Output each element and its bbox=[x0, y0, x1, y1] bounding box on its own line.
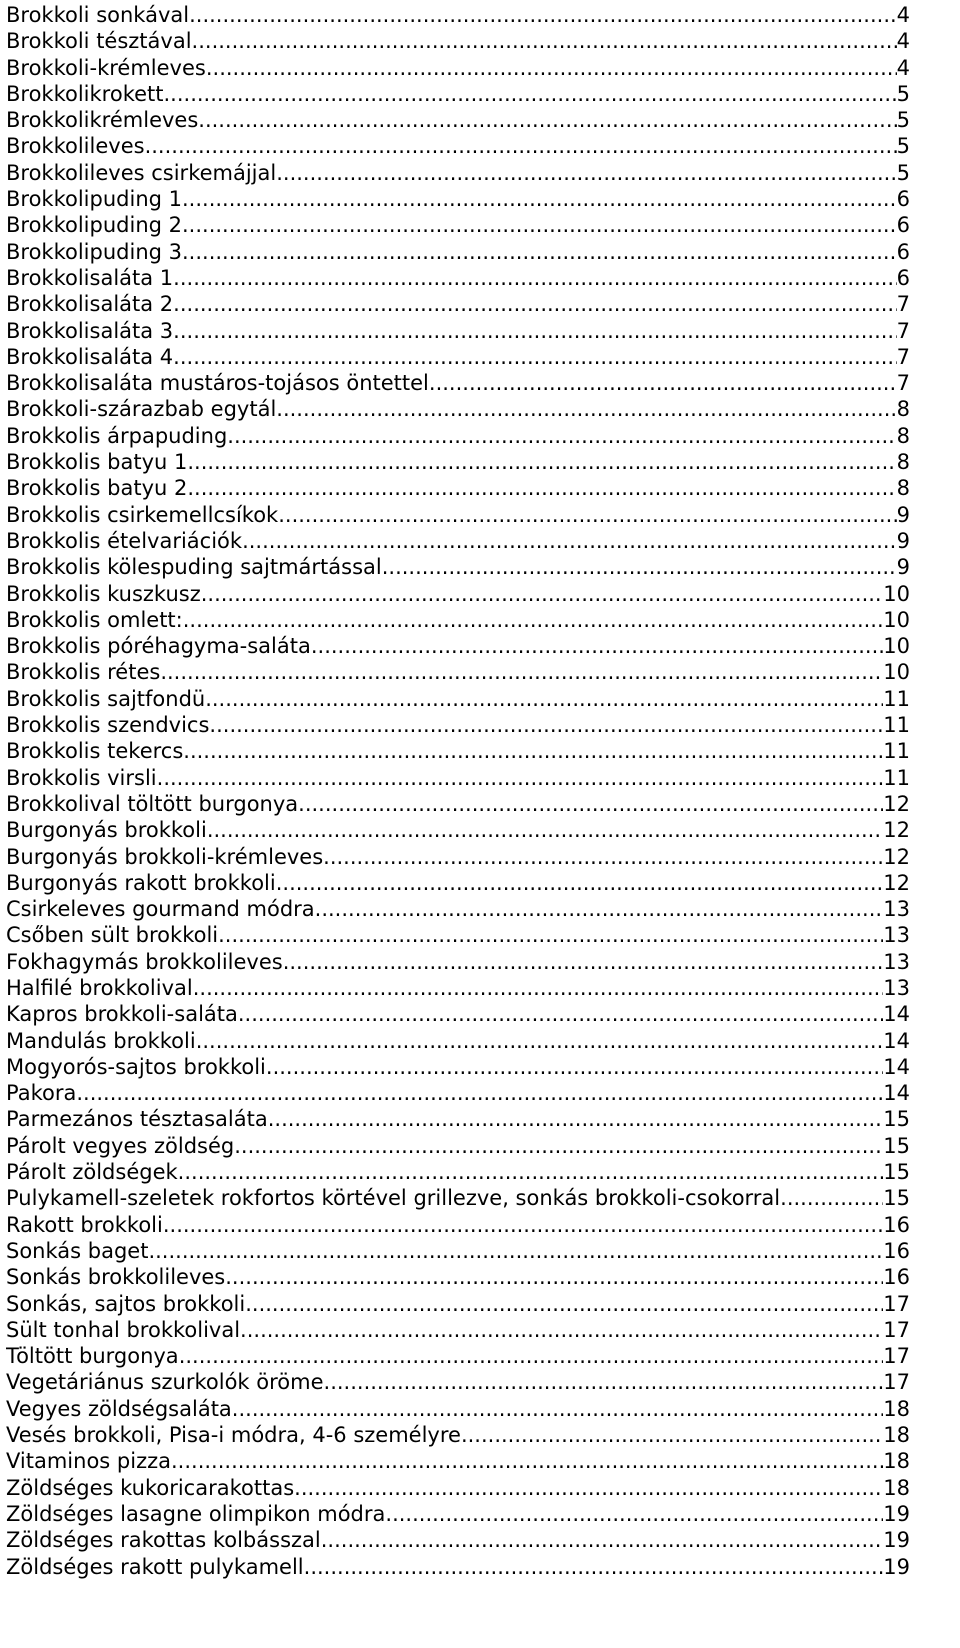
toc-dot-leader bbox=[76, 1080, 883, 1106]
toc-dot-leader bbox=[207, 817, 883, 843]
toc-entry[interactable] bbox=[6, 1133, 910, 1159]
toc-dot-leader bbox=[179, 1343, 884, 1369]
toc-entry-title: Zöldséges rakott pulykamell bbox=[6, 1554, 304, 1579]
toc-entry-title: Burgonyás brokkoli bbox=[6, 818, 207, 843]
toc-entry[interactable] bbox=[6, 212, 910, 238]
toc-entry-title: Zöldséges rakottas kolbásszal bbox=[6, 1528, 321, 1553]
toc-entry-page-number: 11 bbox=[883, 713, 910, 738]
toc-dot-leader bbox=[173, 291, 896, 317]
toc-entry-page-number: 14 bbox=[883, 1002, 910, 1027]
toc-dot-leader bbox=[298, 791, 883, 817]
toc-entry-title: Burgonyás brokkoli-krémleves bbox=[6, 844, 324, 869]
toc-entry[interactable] bbox=[6, 686, 910, 712]
toc-entry[interactable] bbox=[6, 133, 910, 159]
toc-entry-page-number: 10 bbox=[883, 581, 910, 606]
toc-entry-page-number: 8 bbox=[896, 450, 910, 475]
toc-dot-leader bbox=[780, 1185, 883, 1211]
toc-entry[interactable] bbox=[6, 2, 910, 28]
toc-entry-title: Sült tonhal brokkolival bbox=[6, 1317, 241, 1342]
toc-entry[interactable] bbox=[6, 1501, 910, 1527]
toc-entry-page-number: 13 bbox=[883, 897, 910, 922]
toc-entry-page-number: 12 bbox=[883, 818, 910, 843]
toc-dot-leader bbox=[206, 55, 897, 81]
toc-entry-title: Brokkoli-szárazbab egytál bbox=[6, 397, 277, 422]
toc-dot-leader bbox=[145, 133, 897, 159]
toc-dot-leader bbox=[461, 1422, 883, 1448]
toc-entry-title: Vitaminos pizza bbox=[6, 1449, 171, 1474]
toc-dot-leader bbox=[164, 81, 897, 107]
toc-dot-leader bbox=[323, 844, 883, 870]
toc-dot-leader bbox=[183, 738, 883, 764]
toc-entry[interactable] bbox=[6, 712, 910, 738]
toc-entry-page-number: 13 bbox=[883, 975, 910, 1000]
toc-entry-title: Brokkolis virsli bbox=[6, 765, 157, 790]
toc-entry-page-number: 11 bbox=[883, 765, 910, 790]
toc-entry-title: Fokhagymás brokkolileves bbox=[6, 949, 283, 974]
toc-entry[interactable] bbox=[6, 1159, 910, 1185]
toc-entry-page-number: 19 bbox=[883, 1528, 910, 1553]
toc-dot-leader bbox=[189, 2, 897, 28]
toc-entry[interactable] bbox=[6, 1238, 910, 1264]
toc-dot-leader bbox=[268, 1106, 884, 1132]
toc-entry-page-number: 18 bbox=[883, 1396, 910, 1421]
toc-entry[interactable] bbox=[6, 291, 910, 317]
toc-entry-page-number: 12 bbox=[883, 791, 910, 816]
toc-entry-page-number: 4 bbox=[896, 3, 910, 27]
toc-entry-page-number: 14 bbox=[883, 1081, 910, 1106]
toc-entry-title: Brokkolisaláta 1 bbox=[6, 265, 174, 290]
toc-entry[interactable] bbox=[6, 1448, 910, 1474]
toc-entry-page-number: 6 bbox=[896, 239, 910, 264]
toc-entry-title: Brokkolileves csirkemájjal bbox=[6, 160, 277, 185]
toc-entry[interactable] bbox=[6, 186, 910, 212]
toc-entry[interactable] bbox=[6, 896, 910, 922]
toc-entry-page-number: 5 bbox=[896, 81, 910, 106]
toc-entry-page-number: 19 bbox=[883, 1501, 910, 1526]
toc-dot-leader bbox=[182, 239, 897, 265]
toc-dot-leader bbox=[148, 1238, 883, 1264]
toc-entry-page-number: 12 bbox=[883, 870, 910, 895]
toc-entry[interactable] bbox=[6, 1317, 910, 1343]
toc-entry[interactable] bbox=[6, 659, 910, 685]
toc-dot-leader bbox=[240, 1317, 883, 1343]
toc-entry-title: Brokkolisaláta 2 bbox=[6, 292, 174, 317]
toc-dot-leader bbox=[283, 949, 884, 975]
toc-dot-leader bbox=[173, 344, 896, 370]
toc-entry-title: Pulykamell-szeletek rokfortos körtével grillezve, sonkás brokkoli-csokorral bbox=[6, 1186, 781, 1211]
toc-dot-leader bbox=[178, 1159, 884, 1185]
toc-dot-leader bbox=[276, 870, 884, 896]
toc-entry-title: Brokkolis rétes bbox=[6, 660, 161, 685]
toc-dot-leader bbox=[232, 1396, 883, 1422]
toc-entry[interactable] bbox=[6, 1106, 910, 1132]
toc-entry-title: Párolt vegyes zöldség bbox=[6, 1133, 235, 1158]
toc-entry[interactable] bbox=[6, 423, 910, 449]
toc-dot-leader bbox=[173, 265, 896, 291]
toc-entry-title: Brokkolis csirkemellcsíkok bbox=[6, 502, 279, 527]
toc-entry-title: Brokkolis tekercs bbox=[6, 739, 184, 764]
toc-entry-page-number: 11 bbox=[883, 686, 910, 711]
toc-entry[interactable] bbox=[6, 738, 910, 764]
toc-entry-page-number: 10 bbox=[883, 634, 910, 659]
toc-entry-title: Mogyorós-sajtos brokkoli bbox=[6, 1054, 266, 1079]
toc-entry-title: Brokkolis batyu 2 bbox=[6, 476, 188, 501]
toc-entry-title: Vesés brokkoli, Pisa-i módra, 4-6 személyre bbox=[6, 1423, 461, 1448]
toc-entry[interactable] bbox=[6, 1554, 910, 1580]
toc-entry-page-number: 6 bbox=[896, 213, 910, 238]
toc-entry-title: Brokkolikrokett bbox=[6, 81, 164, 106]
toc-entry-title: Zöldséges kukoricarakottas bbox=[6, 1475, 295, 1500]
toc-dot-leader bbox=[238, 1001, 883, 1027]
toc-entry-title: Brokkolisaláta 3 bbox=[6, 318, 174, 343]
toc-entry-page-number: 10 bbox=[883, 660, 910, 685]
toc-entry-title: Töltött burgonya bbox=[6, 1344, 179, 1369]
toc-entry-title: Sonkás, sajtos brokkoli bbox=[6, 1291, 246, 1316]
toc-entry-page-number: 7 bbox=[896, 292, 910, 317]
toc-dot-leader bbox=[266, 1054, 883, 1080]
toc-entry-page-number: 17 bbox=[883, 1344, 910, 1369]
toc-entry-page-number: 8 bbox=[896, 423, 910, 448]
toc-entry-page-number: 18 bbox=[883, 1475, 910, 1500]
toc-dot-leader bbox=[182, 186, 897, 212]
toc-entry[interactable] bbox=[6, 1527, 910, 1553]
toc-entry-page-number: 18 bbox=[883, 1449, 910, 1474]
toc-entry-title: Brokkolis sajtfondü bbox=[6, 686, 206, 711]
toc-dot-leader bbox=[227, 423, 896, 449]
toc-entry[interactable] bbox=[6, 1028, 910, 1054]
toc-entry-page-number: 7 bbox=[896, 371, 910, 396]
toc-entry-page-number: 13 bbox=[883, 949, 910, 974]
toc-entry-page-number: 16 bbox=[883, 1212, 910, 1237]
toc-entry-page-number: 9 bbox=[896, 502, 910, 527]
toc-dot-leader bbox=[163, 1212, 883, 1238]
toc-entry-page-number: 5 bbox=[896, 108, 910, 133]
toc-entry-title: Brokkolis ételvariációk bbox=[6, 528, 243, 553]
toc-entry-page-number: 14 bbox=[883, 1028, 910, 1053]
toc-entry-title: Mandulás brokkoli bbox=[6, 1028, 196, 1053]
toc-entry-page-number: 17 bbox=[883, 1291, 910, 1316]
toc-entry-page-number: 11 bbox=[883, 739, 910, 764]
toc-entry-title: Brokkolis póréhagyma-saláta bbox=[6, 634, 311, 659]
toc-entry-page-number: 7 bbox=[896, 344, 910, 369]
toc-entry-page-number: 16 bbox=[883, 1238, 910, 1263]
toc-entry-title: Kapros brokkoli-saláta bbox=[6, 1002, 238, 1027]
toc-entry-title: Rakott brokkoli bbox=[6, 1212, 163, 1237]
toc-entry-page-number: 8 bbox=[896, 476, 910, 501]
toc-entry-title: Sonkás brokkolileves bbox=[6, 1265, 226, 1290]
toc-entry-page-number: 17 bbox=[883, 1317, 910, 1342]
toc-entry-title: Brokkolis omlett: bbox=[6, 607, 183, 632]
toc-entry-title: Zöldséges lasagne olimpikon módra bbox=[6, 1501, 386, 1526]
toc-entry-title: Brokkoli sonkával bbox=[6, 3, 190, 27]
toc-entry[interactable] bbox=[6, 475, 910, 501]
toc-entry-title: Brokkolipuding 1 bbox=[6, 187, 182, 212]
toc-entry[interactable] bbox=[6, 975, 910, 1001]
toc-entry[interactable] bbox=[6, 1396, 910, 1422]
toc-entry[interactable] bbox=[6, 1080, 910, 1106]
toc-entry[interactable] bbox=[6, 449, 910, 475]
toc-entry-title: Brokkoli tésztával bbox=[6, 29, 192, 54]
toc-entry-page-number: 5 bbox=[896, 160, 910, 185]
toc-entry-title: Brokkolis kölespuding sajtmártással bbox=[6, 555, 382, 580]
toc-dot-leader bbox=[234, 1133, 883, 1159]
toc-dot-leader bbox=[182, 212, 897, 238]
toc-dot-leader bbox=[218, 922, 883, 948]
toc-entry[interactable] bbox=[6, 528, 910, 554]
toc-entry-title: Pakora bbox=[6, 1081, 77, 1106]
toc-dot-leader bbox=[324, 1369, 884, 1395]
toc-dot-leader bbox=[242, 528, 897, 554]
toc-entry-page-number: 15 bbox=[883, 1186, 910, 1211]
toc-entry-title: Halfilé brokkolival bbox=[6, 975, 193, 1000]
toc-entry[interactable] bbox=[6, 239, 910, 265]
toc-entry-page-number: 15 bbox=[883, 1160, 910, 1185]
toc-dot-leader bbox=[196, 1028, 884, 1054]
toc-entry-title: Brokkolileves bbox=[6, 134, 145, 159]
toc-dot-leader bbox=[201, 581, 884, 607]
toc-entry-page-number: 6 bbox=[896, 187, 910, 212]
toc-entry[interactable] bbox=[6, 607, 910, 633]
toc-entry[interactable] bbox=[6, 765, 910, 791]
toc-dot-leader bbox=[385, 1501, 883, 1527]
toc-dot-leader bbox=[173, 318, 896, 344]
toc-entry-page-number: 13 bbox=[883, 923, 910, 948]
toc-entry-title: Brokkolikrémleves bbox=[6, 108, 199, 133]
toc-entry[interactable] bbox=[6, 949, 910, 975]
toc-entry[interactable] bbox=[6, 55, 910, 81]
table-of-contents bbox=[6, 2, 910, 1580]
toc-entry[interactable] bbox=[6, 1054, 910, 1080]
toc-entry-page-number: 12 bbox=[883, 844, 910, 869]
toc-entry[interactable] bbox=[6, 107, 910, 133]
toc-entry[interactable] bbox=[6, 1475, 910, 1501]
toc-entry-page-number: 14 bbox=[883, 1054, 910, 1079]
toc-entry[interactable] bbox=[6, 817, 910, 843]
toc-entry-page-number: 10 bbox=[883, 607, 910, 632]
toc-entry-title: Brokkolis batyu 1 bbox=[6, 450, 188, 475]
toc-entry[interactable] bbox=[6, 344, 910, 370]
toc-entry[interactable] bbox=[6, 1212, 910, 1238]
toc-entry[interactable] bbox=[6, 28, 910, 54]
toc-entry-title: Brokkolisaláta 4 bbox=[6, 344, 174, 369]
toc-dot-leader bbox=[187, 449, 896, 475]
toc-entry[interactable] bbox=[6, 1369, 910, 1395]
toc-entry[interactable] bbox=[6, 370, 910, 396]
toc-entry-title: Brokkolis árpapuding bbox=[6, 423, 228, 448]
toc-entry-title: Brokkolis kuszkusz bbox=[6, 581, 201, 606]
toc-dot-leader bbox=[304, 1554, 884, 1580]
toc-entry[interactable] bbox=[6, 633, 910, 659]
toc-entry[interactable] bbox=[6, 1185, 910, 1211]
toc-dot-leader bbox=[160, 659, 883, 685]
toc-entry-page-number: 8 bbox=[896, 397, 910, 422]
toc-dot-leader bbox=[192, 28, 897, 54]
toc-entry-page-number: 4 bbox=[896, 29, 910, 54]
toc-entry-page-number: 4 bbox=[896, 55, 910, 80]
toc-dot-leader bbox=[198, 107, 896, 133]
toc-dot-leader bbox=[276, 160, 896, 186]
toc-entry-page-number: 16 bbox=[883, 1265, 910, 1290]
toc-dot-leader bbox=[171, 1448, 883, 1474]
toc-entry-page-number: 7 bbox=[896, 318, 910, 343]
toc-entry-page-number: 5 bbox=[896, 134, 910, 159]
toc-dot-leader bbox=[278, 502, 896, 528]
toc-entry[interactable] bbox=[6, 1343, 910, 1369]
toc-entry-title: Brokkolipuding 2 bbox=[6, 213, 182, 238]
toc-entry-title: Csirkeleves gourmand módra bbox=[6, 897, 315, 922]
toc-entry[interactable] bbox=[6, 1264, 910, 1290]
toc-entry[interactable] bbox=[6, 922, 910, 948]
toc-entry-title: Vegetáriánus szurkolók öröme bbox=[6, 1370, 324, 1395]
toc-entry-title: Brokkolis szendvics bbox=[6, 713, 210, 738]
toc-entry-page-number: 6 bbox=[896, 265, 910, 290]
toc-entry[interactable] bbox=[6, 1291, 910, 1317]
toc-entry-page-number: 15 bbox=[883, 1133, 910, 1158]
toc-dot-leader bbox=[187, 475, 896, 501]
toc-dot-leader bbox=[157, 765, 884, 791]
toc-entry[interactable] bbox=[6, 396, 910, 422]
toc-entry[interactable] bbox=[6, 870, 910, 896]
toc-entry-page-number: 19 bbox=[883, 1554, 910, 1579]
toc-entry-title: Csőben sült brokkoli bbox=[6, 923, 219, 948]
toc-entry-title: Párolt zöldségek bbox=[6, 1160, 178, 1185]
toc-entry-title: Brokkoli-krémleves bbox=[6, 55, 206, 80]
toc-dot-leader bbox=[193, 975, 884, 1001]
toc-entry-title: Parmezános tésztasaláta bbox=[6, 1107, 268, 1132]
toc-entry[interactable] bbox=[6, 502, 910, 528]
toc-dot-leader bbox=[209, 712, 883, 738]
toc-entry-title: Brokkolipuding 3 bbox=[6, 239, 182, 264]
toc-dot-leader bbox=[429, 370, 897, 396]
toc-entry[interactable] bbox=[6, 160, 910, 186]
toc-dot-leader bbox=[315, 896, 884, 922]
toc-entry-title: Brokkolival töltött burgonya bbox=[6, 791, 299, 816]
toc-entry-page-number: 9 bbox=[896, 528, 910, 553]
toc-dot-leader bbox=[205, 686, 883, 712]
toc-entry-title: Sonkás baget bbox=[6, 1238, 149, 1263]
toc-entry[interactable] bbox=[6, 844, 910, 870]
toc-entry-page-number: 9 bbox=[896, 555, 910, 580]
toc-entry[interactable] bbox=[6, 554, 910, 580]
toc-entry[interactable] bbox=[6, 265, 910, 291]
toc-dot-leader bbox=[183, 607, 884, 633]
toc-entry[interactable] bbox=[6, 318, 910, 344]
toc-entry-title: Burgonyás rakott brokkoli bbox=[6, 870, 276, 895]
toc-dot-leader bbox=[321, 1527, 884, 1553]
toc-entry[interactable] bbox=[6, 791, 910, 817]
toc-dot-leader bbox=[245, 1291, 883, 1317]
toc-entry-page-number: 18 bbox=[883, 1423, 910, 1448]
toc-dot-leader bbox=[311, 633, 883, 659]
toc-dot-leader bbox=[382, 554, 897, 580]
toc-entry[interactable] bbox=[6, 581, 910, 607]
toc-entry[interactable] bbox=[6, 1001, 910, 1027]
toc-entry[interactable] bbox=[6, 1422, 910, 1448]
toc-entry[interactable] bbox=[6, 81, 910, 107]
toc-dot-leader bbox=[276, 396, 896, 422]
toc-entry-page-number: 17 bbox=[883, 1370, 910, 1395]
toc-dot-leader bbox=[294, 1475, 883, 1501]
toc-entry-title: Vegyes zöldségsaláta bbox=[6, 1396, 232, 1421]
toc-dot-leader bbox=[225, 1264, 883, 1290]
toc-entry-title: Brokkolisaláta mustáros-tojásos öntettel bbox=[6, 371, 429, 396]
toc-entry-page-number: 15 bbox=[883, 1107, 910, 1132]
